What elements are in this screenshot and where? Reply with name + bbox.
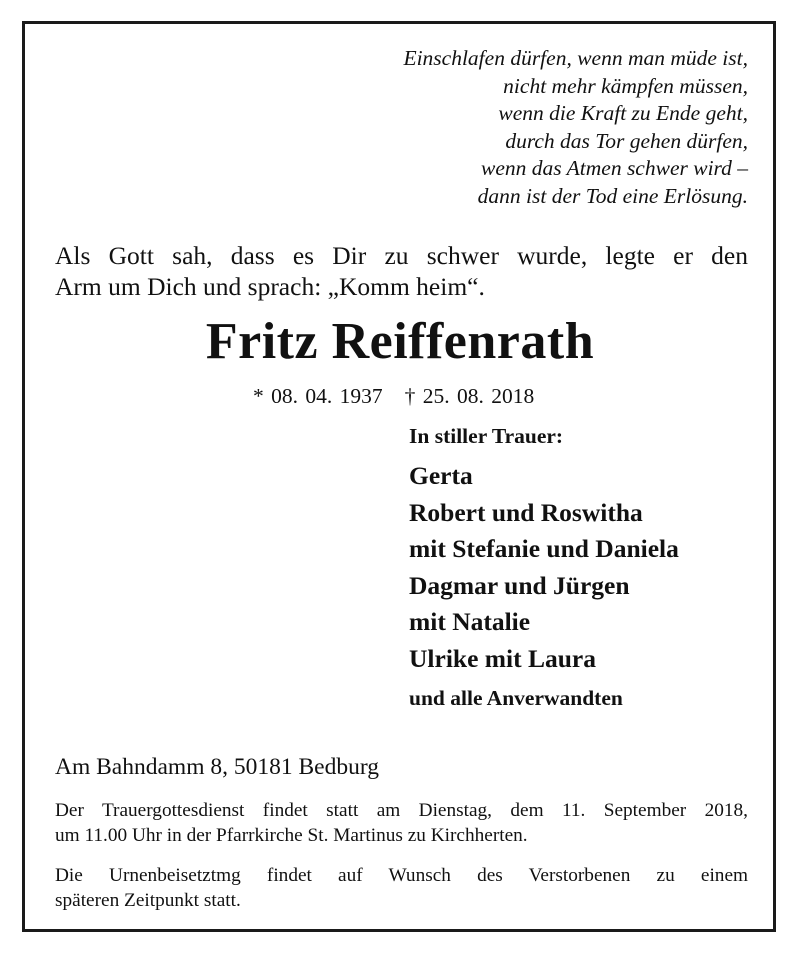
mourner-name: Gerta	[409, 461, 473, 490]
service-notice	[55, 798, 748, 848]
burial-line: späteren Zeitpunkt statt.	[55, 890, 241, 911]
poem-line: wenn die Kraft zu Ende geht,	[498, 101, 748, 126]
mourner-name: Robert und Roswitha	[409, 497, 643, 527]
address: Am Bahndamm 8, 50181 Bedburg	[55, 754, 379, 780]
mourner-name: mit Stefanie und Daniela	[409, 534, 679, 563]
mourners-heading: In stiller Trauer:	[409, 424, 564, 448]
poem-line: Einschlafen dürfen, wenn man müde ist,	[403, 46, 748, 70]
burial-notice	[55, 863, 748, 913]
death-date: † 25. 08. 2018	[404, 384, 535, 408]
burial-line: Die Urnenbeisetztmg findet auf Wunsch des Verstorbenen zu einem	[55, 865, 748, 886]
poem-line: wenn das Atmen schwer wird –	[481, 156, 748, 181]
mourner-name: mit Natalie	[409, 607, 531, 636]
intro-line: Als Gott sah, dass es Dir zu schwer wurde, legte er den	[55, 241, 748, 270]
life-dates	[253, 384, 534, 409]
service-line: um 11.00 Uhr in der Pfarrkirche St. Martinus zu Kirchherten.	[55, 825, 528, 846]
deceased-name: Fritz Reiffenrath	[205, 313, 595, 370]
poem-line: nicht mehr kämpfen müssen,	[503, 73, 748, 98]
mourner-name: Ulrike mit Laura	[409, 643, 596, 673]
poem-line: durch das Tor gehen dürfen,	[505, 128, 748, 153]
poem	[403, 45, 748, 211]
birth-date: * 08. 04. 1937	[253, 384, 383, 408]
mourners-list	[409, 421, 679, 713]
mourner-name: Dagmar und Jürgen	[409, 570, 630, 600]
intro-text	[55, 240, 748, 302]
intro-line: Arm um Dich und sprach: „Komm heim“.	[55, 272, 485, 301]
poem-line: dann ist der Tod eine Erlösung.	[477, 183, 748, 208]
service-line: Der Trauergottesdienst findet statt am Dienstag, dem 11. September 2018,	[55, 800, 748, 821]
mourners-closing: und alle Anverwandten	[409, 686, 623, 710]
